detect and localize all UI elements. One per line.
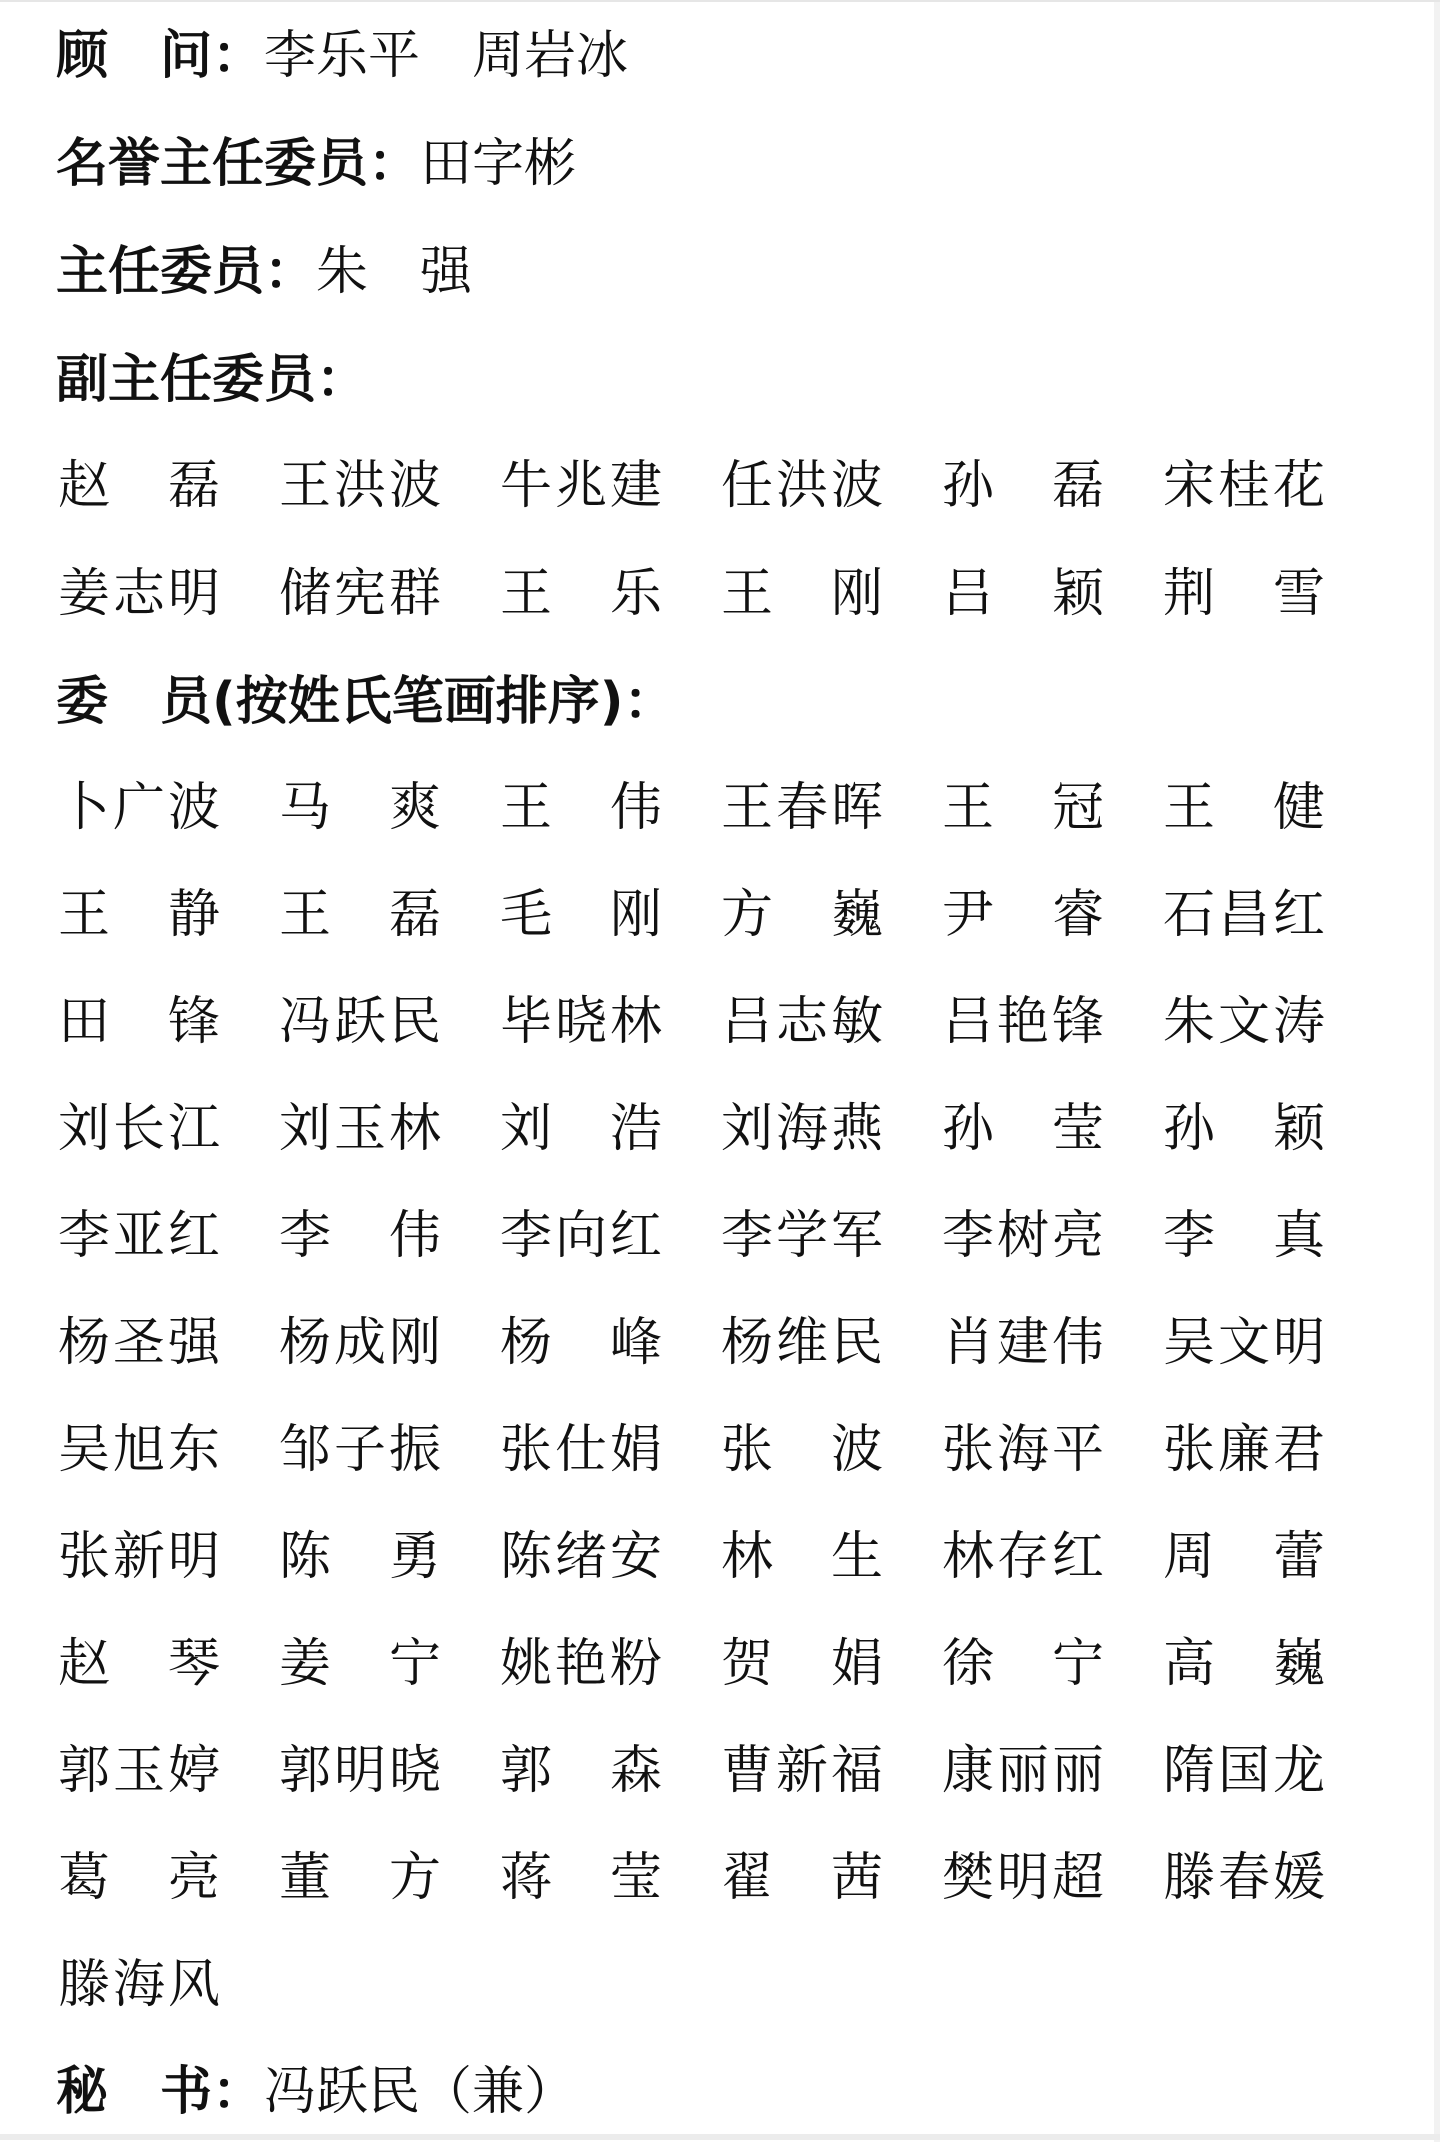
advisors-value: 李乐平 周岩冰 xyxy=(264,26,629,86)
deputy-director-name: 赵 磊 xyxy=(57,456,220,516)
member-row xyxy=(56,1307,1376,1379)
member-name: 王 磊 xyxy=(278,885,441,945)
member-row xyxy=(56,1414,1376,1486)
deputy-director-name: 荆 雪 xyxy=(1162,564,1325,624)
member-name: 李 向 红 xyxy=(499,1206,662,1266)
member-name: 贺 娟 xyxy=(720,1634,883,1694)
member-row xyxy=(56,1521,1376,1593)
member-name: 姚 艳 粉 xyxy=(499,1634,662,1694)
member-name: 康 丽 丽 xyxy=(941,1741,1104,1801)
member-row xyxy=(56,1949,1376,2021)
member-name: 杨 维 民 xyxy=(720,1313,883,1373)
deputy-director-name: 姜 志 明 xyxy=(57,564,220,624)
member-row xyxy=(56,879,1376,951)
member-name: 肖 建 伟 xyxy=(941,1313,1104,1373)
member-name: 李 亚 红 xyxy=(57,1206,220,1266)
member-name: 曹 新 福 xyxy=(720,1741,883,1801)
deputy-director-name: 宋 桂 花 xyxy=(1162,456,1325,516)
member-name: 滕 海 风 xyxy=(57,1955,220,2015)
member-name: 孙 莹 xyxy=(941,1099,1104,1159)
deputy-director-name: 孙 磊 xyxy=(941,456,1104,516)
member-name: 吕 艳 锋 xyxy=(941,992,1104,1052)
member-name: 董 方 xyxy=(278,1848,441,1908)
member-name: 高 巍 xyxy=(1162,1634,1325,1694)
member-name: 田 锋 xyxy=(57,992,220,1052)
member-name: 张 新 明 xyxy=(57,1527,220,1587)
member-name: 卜 广 波 xyxy=(57,778,220,838)
member-name: 邹 子 振 xyxy=(278,1420,441,1480)
member-name: 刘 玉 林 xyxy=(278,1099,441,1159)
member-name: 刘 浩 xyxy=(499,1099,662,1159)
secretary-value: 冯跃民（兼） xyxy=(264,2062,577,2122)
member-name: 朱 文 涛 xyxy=(1162,992,1325,1052)
member-name: 张 海 平 xyxy=(941,1420,1104,1480)
member-name: 郭 玉 婷 xyxy=(57,1741,220,1801)
secretary-label: 秘 书： xyxy=(56,2062,265,2122)
director-value: 朱 强 xyxy=(316,242,473,302)
member-name: 郭 森 xyxy=(499,1741,662,1801)
member-name: 李 树 亮 xyxy=(941,1206,1104,1266)
member-name: 毕 晓 林 xyxy=(499,992,662,1052)
member-name: 吴 旭 东 xyxy=(57,1420,220,1480)
member-name: 马 爽 xyxy=(278,778,441,838)
member-name: 李 真 xyxy=(1162,1206,1325,1266)
member-name: 张 波 xyxy=(720,1420,883,1480)
member-row xyxy=(56,1200,1376,1272)
member-name: 樊 明 超 xyxy=(941,1848,1104,1908)
member-row xyxy=(56,772,1376,844)
member-name: 刘 海 燕 xyxy=(720,1099,883,1159)
member-row xyxy=(56,1735,1376,1807)
member-name: 隋 国 龙 xyxy=(1162,1741,1325,1801)
member-name: 王 伟 xyxy=(499,778,662,838)
member-name: 方 巍 xyxy=(720,885,883,945)
members-label: 委 员(按姓氏笔画排序)： xyxy=(56,672,676,732)
members-heading-line xyxy=(56,666,676,738)
member-name: 李 学 军 xyxy=(720,1206,883,1266)
member-name: 翟 茜 xyxy=(720,1848,883,1908)
deputy-director-name: 王 乐 xyxy=(499,564,662,624)
member-name: 王 冠 xyxy=(941,778,1104,838)
deputy-director-name: 吕 颖 xyxy=(941,564,1104,624)
deputy-directors-heading-line xyxy=(56,344,368,416)
member-name: 张 廉 君 xyxy=(1162,1420,1325,1480)
member-name: 孙 颖 xyxy=(1162,1099,1325,1159)
member-row xyxy=(56,1628,1376,1700)
member-name: 林 生 xyxy=(720,1527,883,1587)
member-name: 姜 宁 xyxy=(278,1634,441,1694)
member-name: 冯 跃 民 xyxy=(278,992,441,1052)
deputy-director-name: 牛 兆 建 xyxy=(499,456,662,516)
member-name: 张 仕 娟 xyxy=(499,1420,662,1480)
advisors-line xyxy=(56,20,628,92)
director-line xyxy=(56,236,472,308)
member-name: 郭 明 晓 xyxy=(278,1741,441,1801)
honorary-director-label: 名誉主任委员： xyxy=(56,134,421,194)
member-name: 杨 成 刚 xyxy=(278,1313,441,1373)
member-name: 吴 文 明 xyxy=(1162,1313,1325,1373)
director-label: 主任委员： xyxy=(56,242,317,302)
member-row xyxy=(56,1093,1376,1165)
member-name: 周 蕾 xyxy=(1162,1527,1325,1587)
member-name: 赵 琴 xyxy=(57,1634,220,1694)
secretary-line xyxy=(56,2056,576,2128)
member-name: 葛 亮 xyxy=(57,1848,220,1908)
member-name: 王 静 xyxy=(57,885,220,945)
member-name: 陈 勇 xyxy=(278,1527,441,1587)
member-name: 毛 刚 xyxy=(499,885,662,945)
member-name: 尹 睿 xyxy=(941,885,1104,945)
member-name: 石 昌 红 xyxy=(1162,885,1325,945)
member-name: 林 存 红 xyxy=(941,1527,1104,1587)
deputy-director-row xyxy=(56,558,1376,630)
member-name: 李 伟 xyxy=(278,1206,441,1266)
honorary-director-line xyxy=(56,128,576,200)
deputy-director-name: 王 洪 波 xyxy=(278,456,441,516)
advisors-label: 顾 问： xyxy=(56,26,265,86)
member-name: 陈 绪 安 xyxy=(499,1527,662,1587)
member-name: 杨 峰 xyxy=(499,1313,662,1373)
right-border xyxy=(1434,2,1440,2142)
member-name: 杨 圣 强 xyxy=(57,1313,220,1373)
member-name: 滕 春 媛 xyxy=(1162,1848,1325,1908)
member-row xyxy=(56,1842,1376,1914)
deputy-director-name: 王 刚 xyxy=(720,564,883,624)
deputy-director-row xyxy=(56,450,1376,522)
member-name: 王 健 xyxy=(1162,778,1325,838)
member-name: 刘 长 江 xyxy=(57,1099,220,1159)
member-name: 王 春 晖 xyxy=(720,778,883,838)
honorary-director-value: 田字彬 xyxy=(420,134,577,194)
member-name: 吕 志 敏 xyxy=(720,992,883,1052)
member-name: 徐 宁 xyxy=(941,1634,1104,1694)
deputy-director-name: 储 宪 群 xyxy=(278,564,441,624)
bottom-border xyxy=(0,2134,1440,2140)
deputy-directors-label: 副主任委员： xyxy=(56,350,369,410)
member-name: 蒋 莹 xyxy=(499,1848,662,1908)
deputy-director-name: 任 洪 波 xyxy=(720,456,883,516)
member-row xyxy=(56,986,1376,1058)
